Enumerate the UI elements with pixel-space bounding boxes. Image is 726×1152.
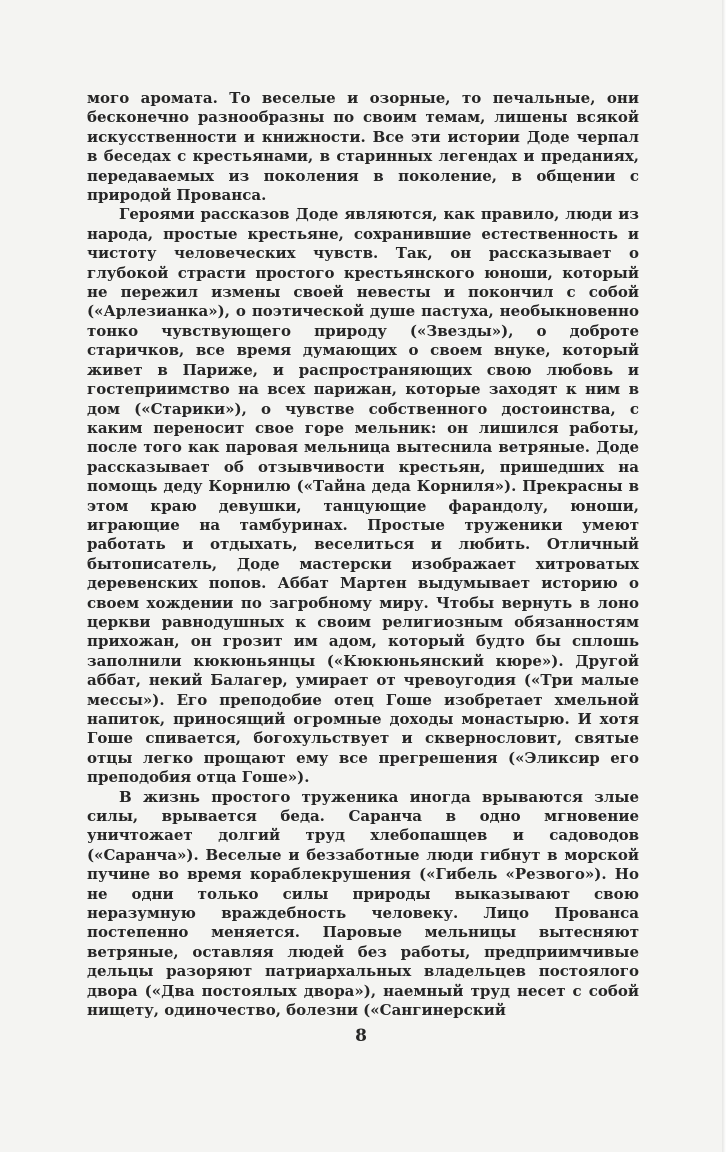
paragraph-heroes: Героями рассказов Доде являются, как правило, люди из народа, простые крестьяне, сохранившие естественность и чистоту человеческих чувств. Так, он рассказывает о глубокой страсти простого крестьянского юноши, который не пережил измены своей невесты и покончил с собой («Арлезианка»), о поэтической душе пастуха, необыкновенно тонко чувствующего природу («Звезды»), о доброте старичков, все время думающих о своем внуке, который живет в Париже, и распространяющих свою любовь и гостеприимство на всех парижан, которые заходят к ним в дом («Старики»), о чувстве собственного достоинства, с каким переносит свое горе мельник: он лишился работы, после того как паровая мельница вытеснила ветряные. Доде рассказывает об отзывчивости крестьян, пришедших на помощь деду Корнилю («Тайна деда Корниля»). Прекрасны в этом краю девушки, танцующие фарандолу, юноши, играющие на тамбуринах. Простые труженики умеют работать и отдыхать, веселиться и любить. Отличный бытописатель, Доде мастерски изображает хитроватых деревенских попов. Аббат Мартен выдумывает историю о своем хождении по загробному миру. Чтобы вернуть в лоно церкви равнодушных к своим религиозным обязанностям прихожан, он грозит им адом, который будто бы сплошь заполнили кюкюньянцы («Кюкюньянский кюре»). Другой аббат, некий Балагер, умирает от чревоугодия («Три малые мессы»). Его преподобие отец Гоше изобретает хмельной напиток, приносящий огромные доходы монастырю. И хотя Гоше спивается, богохульствует и сквернословит, святые отцы легко прощают ему все прегрешения («Эликсир его преподобия отца Гоше»). [87, 205, 639, 787]
paragraph-continued: мого аромата. То веселые и озорные, то печальные, они бесконечно разнообразны по своим темам, лишены всякой искусственности и книжности. Все эти истории Доде черпал в беседах с крестьянами, в старинных легендах и преданиях, передаваемых из поколения в поколение, в общении с природой Прованса. [87, 89, 639, 205]
page-number: 8 [355, 1026, 367, 1046]
page-edge [722, 0, 726, 1152]
paragraph-misfortune: В жизнь простого труженика иногда врываются злые силы, врывается беда. Саранча в одно мгновение уничтожает долгий труд хлебопашцев и садоводов («Саранча»). Веселые и беззаботные люди гибнут в морской пучине во время кораблекрушения («Гибель «Резвого»). Но не одни только силы природы выказывают свою неразумную враждебность человеку. Лицо Прованса постепенно меняется. Паровые мельницы вытесняют ветряные, оставляя людей без работы, предприимчивые дельцы разоряют патриархальных владельцев постоялого двора («Два постоялых двора»), наемный труд несет с собой нищету, одиночество, болезни («Сангинерский [87, 787, 639, 1020]
body-text [87, 89, 639, 1021]
